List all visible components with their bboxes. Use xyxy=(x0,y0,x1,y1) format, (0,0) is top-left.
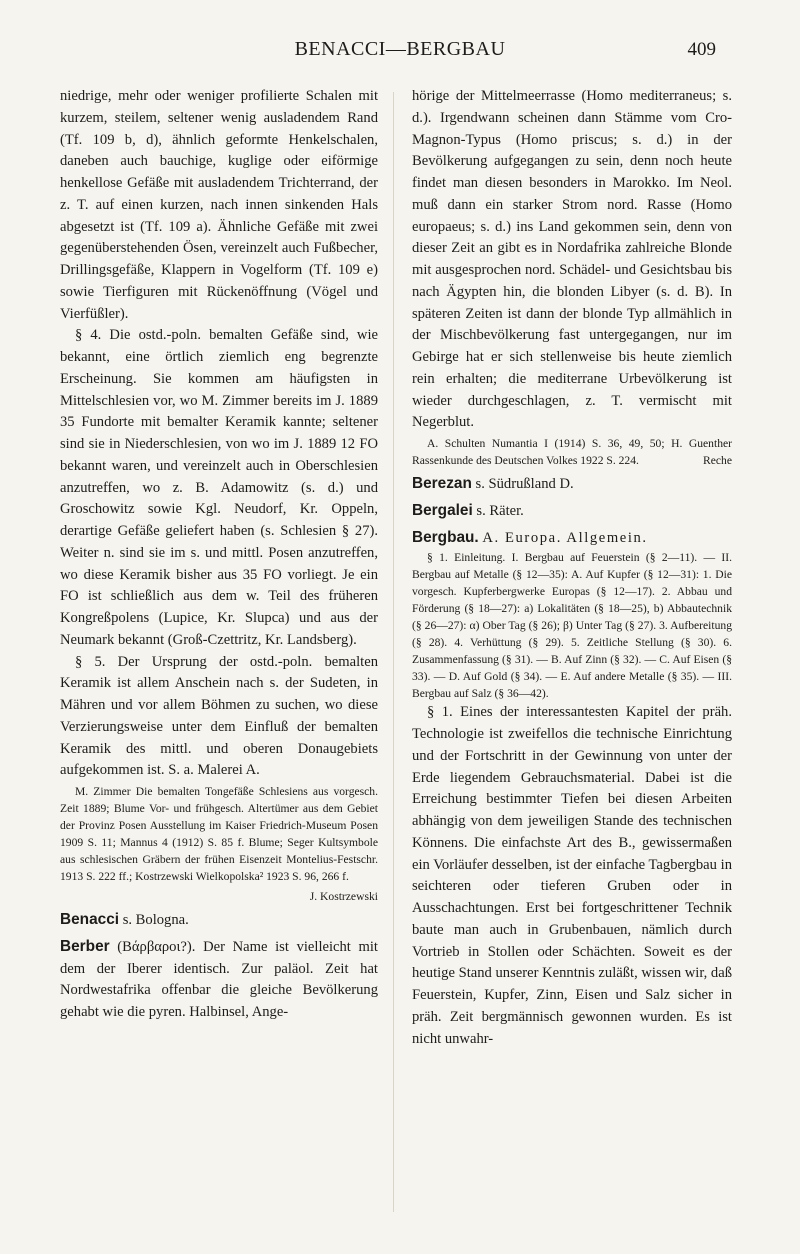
entry-headword-bergbau: Bergbau. xyxy=(412,528,479,546)
left-paragraph-3: § 5. Der Ursprung der ostd.-poln. bemalten Keramik ist allem Anschein nach s. der Sudeten, in Mähren und vor allem Böhmen zu suchen, wo diese Verzierungsweise unter dem Einfluß der bemalten Keramik des mittl. und oberen Donaugebiets aufgekommen ist. S. a. Malerei A. xyxy=(60,653,378,779)
entry-text-benacci: s. Bologna. xyxy=(122,912,189,928)
entry-subtitle-bergbau: A. Europa. Allgemein. xyxy=(482,529,648,546)
entry-text-berber: Der Name ist vielleicht mit dem der Iberer identisch. Zur paläol. Zeit hat Nordwestafrika offenbar die gleiche Bevölkerung gehabt wie die pyren. Halbinsel, Ange- xyxy=(60,938,378,1020)
entry-text-berezan: s. Südrußland D. xyxy=(475,476,574,492)
entry-headword-benacci: Benacci xyxy=(60,911,120,928)
right-paragraph-1: hörige der Mittelmeerrasse (Homo mediterraneus; s. d.). Irgendwann scheinen dann Stämme vom Cro-Magnon-Typus (Homo priscus; s. d.) in der Bevölkerung aufgegangen zu sein, denn noch heute findet man diesen besonders in Marokko. Im Neol. muß dann ein starker Strom nord. Rasse (Homo europaeus; s. d.) ins Land gekommen sein, denn von dieser Zeit an gibt es in Nordafrika zahlreiche Blonde mit ausgesprochen nord. Schädel- und Gesichtsbau bis nach Ägypten hin, die blonden Libyer (s. d. B). In späteren Zeiten ist dann der blonde Typ allmählich in der Mischbevölkerung fast untergegangen, nur im Gebirge hat er sich stellenweise bis heute ziemlich rein erhalten; die mediterrane Urbevölkerung ist wieder durchgeschlagen, z. T. vermischt mit Negerblut. xyxy=(412,88,732,431)
right-column xyxy=(412,86,732,1050)
left-paragraph-2: § 4. Die ostd.-poln. bemalten Gefäße sind, wie bekannt, eine örtlich ziemlich eng begrenzte Erscheinung. Sie kommen am häufigsten in Mittelschlesien vor, wo M. Zimmer bereits im J. 1889 35 Fundorte mit bemalter Keramik kannte; seltener sind sie in Niederschlesien, von wo im J. 1889 12 FO bekannt waren, und vereinzelt auch in Oberschlesien anzutreffen, wo z. B. Adamowitz (s. d.) und Groschowitz sowie Kgl. Neudorf, Kr. Oppeln, derartige Gefäße geliefert haben (s. Schlesien § 27). Weiter n. sind sie im s. und mittl. Posen anzutreffen, wo diese Keramik bisher aus 35 FO vorliegt. Je ein FO ist schließlich aus dem w. Teil des früheren Kongreßpolens (Lupice, Kr. Slupca) und aus der Neumark bekannt (Groß-Czettritz, Kr. Landsberg). xyxy=(60,327,378,648)
entry-berezan xyxy=(412,473,732,496)
left-paragraph-1: niedrige, mehr oder weniger profilierte Schalen mit kurzem, steilem, seltener wenig ausladendem Rand (Tf. 109 b, d), ähnlich geformte Henkelschalen, daneben auch bauchige, kuglige oder eiförmige henkellose Gefäße mit ausladendem Trichterrand, der z. T. auf einen kurzen, nach innen sinkenden Hals abgesetzt ist (Tf. 109 a). Ähnliche Gefäße mit zwei gegenüberstehenden Ösen, vereinzelt auch Fußbecher, Drillingsgefäße, Klappern in Vogelform (Tf. 109 e) sowie Tierfiguren mit Rückenöffnung (Vögel und Vierfüßler). xyxy=(60,88,378,322)
entry-berber xyxy=(60,936,378,1024)
right-author-signature: Reche xyxy=(703,454,732,467)
right-references xyxy=(412,435,732,469)
entry-headword-berber: Berber xyxy=(60,937,110,955)
entry-text-bergalei: s. Räter. xyxy=(476,502,524,519)
running-title: BENACCI—BERGBAU xyxy=(294,38,506,60)
bergbau-table-of-contents: § 1. Einleitung. I. Bergbau auf Feuerstein (§ 2—11). — II. Bergbau auf Metalle (§ 12—35): A. Auf Kupfer (§ 12—31): 1. Die vorgesch. Kupferbergwerke Europas (§ 12—17). 2. Abbau und Förderung (§ 18—27): a) Lokalitäten (§ 18—25), b) Abbautechnik (§ 26—27): α) Ober Tag (§ 26); β) Unter Tag (§ 27). 3. Aufbereitung (§ 28). 4. Verhüttung (§ 29). 5. Zeitliche Stellung (§ 30). 6. Zusammenfassung (§ 31). — B. Auf Zinn (§ 32). — C. Auf Eisen (§ 33). — D. Auf Gold (§ 34). — E. Auf andere Metalle (§ 35). — III. Bergbau auf Salz (§ 36—42). xyxy=(412,551,732,701)
page-number: 409 xyxy=(687,39,716,60)
left-author-signature: J. Kostrzewski xyxy=(309,890,378,903)
entry-greek-berber: (Βάρβαροι?). xyxy=(117,938,196,955)
entry-bergalei xyxy=(412,500,732,523)
right-paragraph-2: § 1. Eines der interessantesten Kapitel der präh. Technologie ist zweifellos die technische Einrichtung und der Fortschritt in der Gewinnung von unter der Erde liegendem Gebrauchsmaterial. Dabei ist die Erreichung bestimmter Tiefen bei diesen Arbeiten abhängig von dem jeweiligen Stande des technischen Könnens. Die einfachste Art des B., gewissermaßen ein Vorläufer desselben, ist der einfache Tagbergbau in seichteren oder tieferen Gruben oder in Ausschachtungen. Erst bei fortgeschrittener Technik baute man auch in Grubenbauen, nämlich durch Vortrieb in Stollen oder Schächten. Soweit es der heutige Stand unserer Kenntnis zuläßt, wissen wir, daß Feuerstein, Kupfer, Zinn, Eisen und Salz sicher in präh. Zeit bergmännisch gewonnen wurden. Es ist nicht unwahr- xyxy=(412,704,733,1047)
column-rule xyxy=(393,92,394,1212)
left-references: M. Zimmer Die bemalten Tongefäße Schlesiens aus vorgesch. Zeit 1889; Blume Vor- und frühgesch. Altertümer aus dem Gebiet der Provinz Posen Ausstellung im Kaiser Friedrich-Museum Posen 1909 S. 11; Mannus 4 (1912) S. 85 f. Blume; Seger Kultsymbole aus schlesischen Gräbern der frühen Eisenzeit Montelius-Festschr. 1913 S. 222 ff.; Kostrzewski Wielkopolska² 1923 S. 96, 266 f. xyxy=(60,785,378,883)
right-references-text: A. Schulten Numantia I (1914) S. 36, 49, 50; H. Guenther Rassenkunde des Deutschen Volkes 1922 S. 224. xyxy=(412,437,732,467)
entry-bergbau xyxy=(412,527,732,550)
entry-headword-berezan: Berezan xyxy=(412,475,472,492)
left-column xyxy=(60,86,378,1024)
page-header xyxy=(0,38,800,68)
entry-benacci xyxy=(60,909,378,932)
entry-headword-bergalei: Bergalei xyxy=(412,501,473,519)
